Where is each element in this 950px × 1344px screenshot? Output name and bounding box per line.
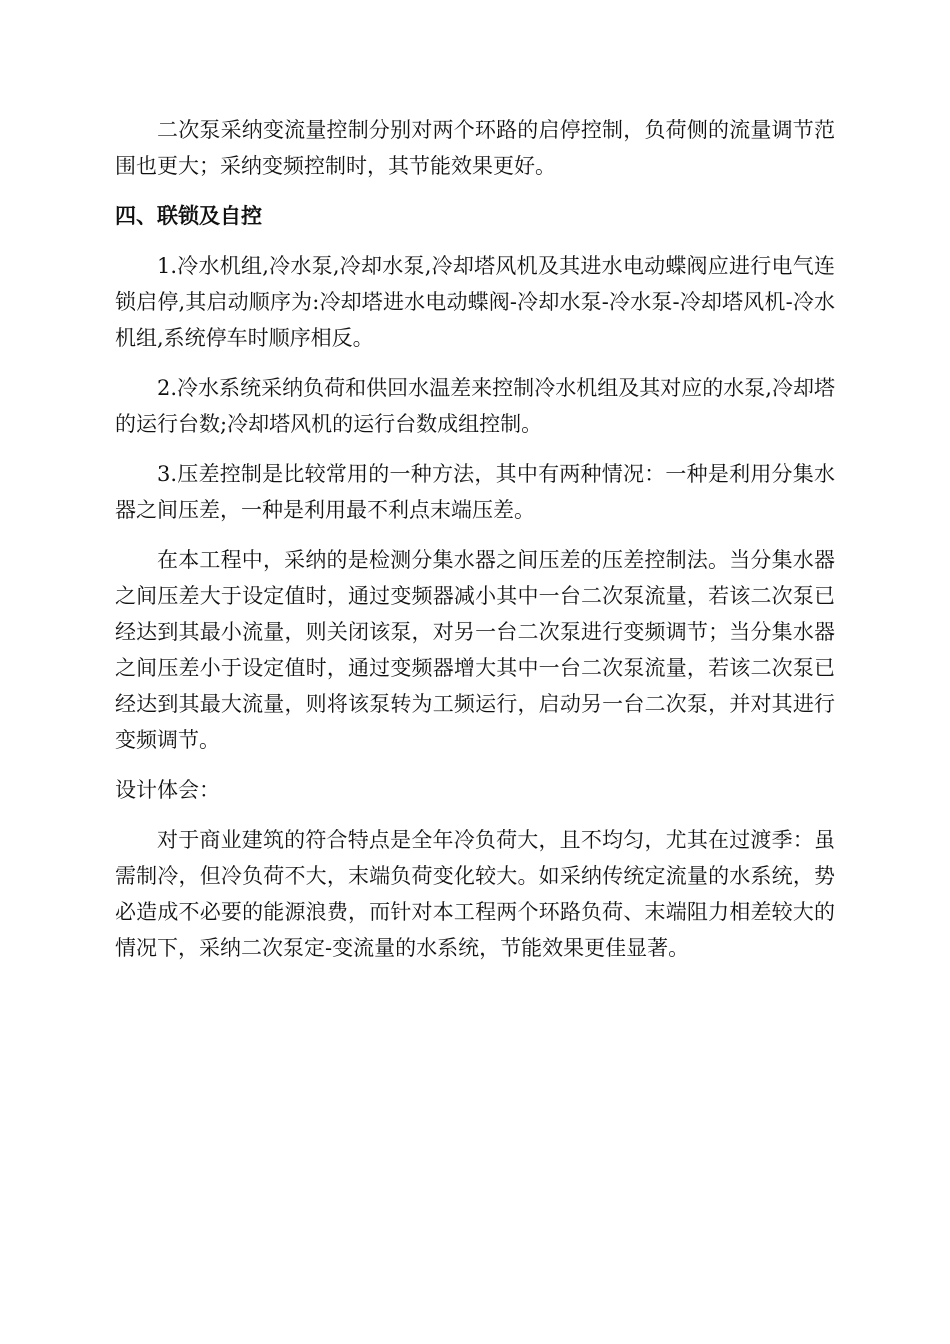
reflection-label: 设计体会： (115, 778, 220, 802)
list-item-interlock-sequence: 1.冷水机组,冷水泵,冷却水泵,冷却塔风机及其进水电动蝶阀应进行电气连锁启停,其启动顺序为:冷却塔进水电动蝶阀-冷却水泵-冷水泵-冷却塔风机-冷水机组,系统停车时顺序相反。 (115, 254, 835, 350)
document-body (115, 112, 835, 966)
paragraph-secondary-pump: 二次泵采纳变流量控制分别对两个环路的启停控制，负荷侧的流量调节范围也更大；采纳变频控制时，其节能效果更好。 (115, 118, 835, 178)
paragraph-design-reflection: 对于商业建筑的符合特点是全年冷负荷大，且不均匀，尤其在过渡季：虽需制冷，但冷负荷不大，末端负荷变化较大。如采纳传统定流量的水系统，势必造成不必要的能源浪费，而针对本工程两个环路负荷、末端阻力相差较大的情况下，采纳二次泵定-变流量的水系统，节能效果更佳显著。 (115, 828, 835, 960)
list-item-chiller-control: 2.冷水系统采纳负荷和供回水温差来控制冷水机组及其对应的水泵,冷却塔的运行台数;冷却塔风机的运行台数成组控制。 (115, 376, 835, 436)
paragraph-project-pressure-control: 在本工程中，采纳的是检测分集水器之间压差的压差控制法。当分集水器之间压差大于设定值时，通过变频器减小其中一台二次泵流量，若该二次泵已经达到其最小流量，则关闭该泵，对另一台二次泵进行变频调节；当分集水器之间压差小于设定值时，通过变频器增大其中一台二次泵流量，若该二次泵已经达到其最大流量，则将该泵转为工频运行，启动另一台二次泵，并对其进行变频调节。 (115, 548, 835, 752)
section-heading-interlock: 四、联锁及自控 (115, 204, 262, 228)
list-item-pressure-control: 3.压差控制是比较常用的一种方法，其中有两种情况：一种是利用分集水器之间压差，一种是利用最不利点末端压差。 (115, 462, 835, 522)
